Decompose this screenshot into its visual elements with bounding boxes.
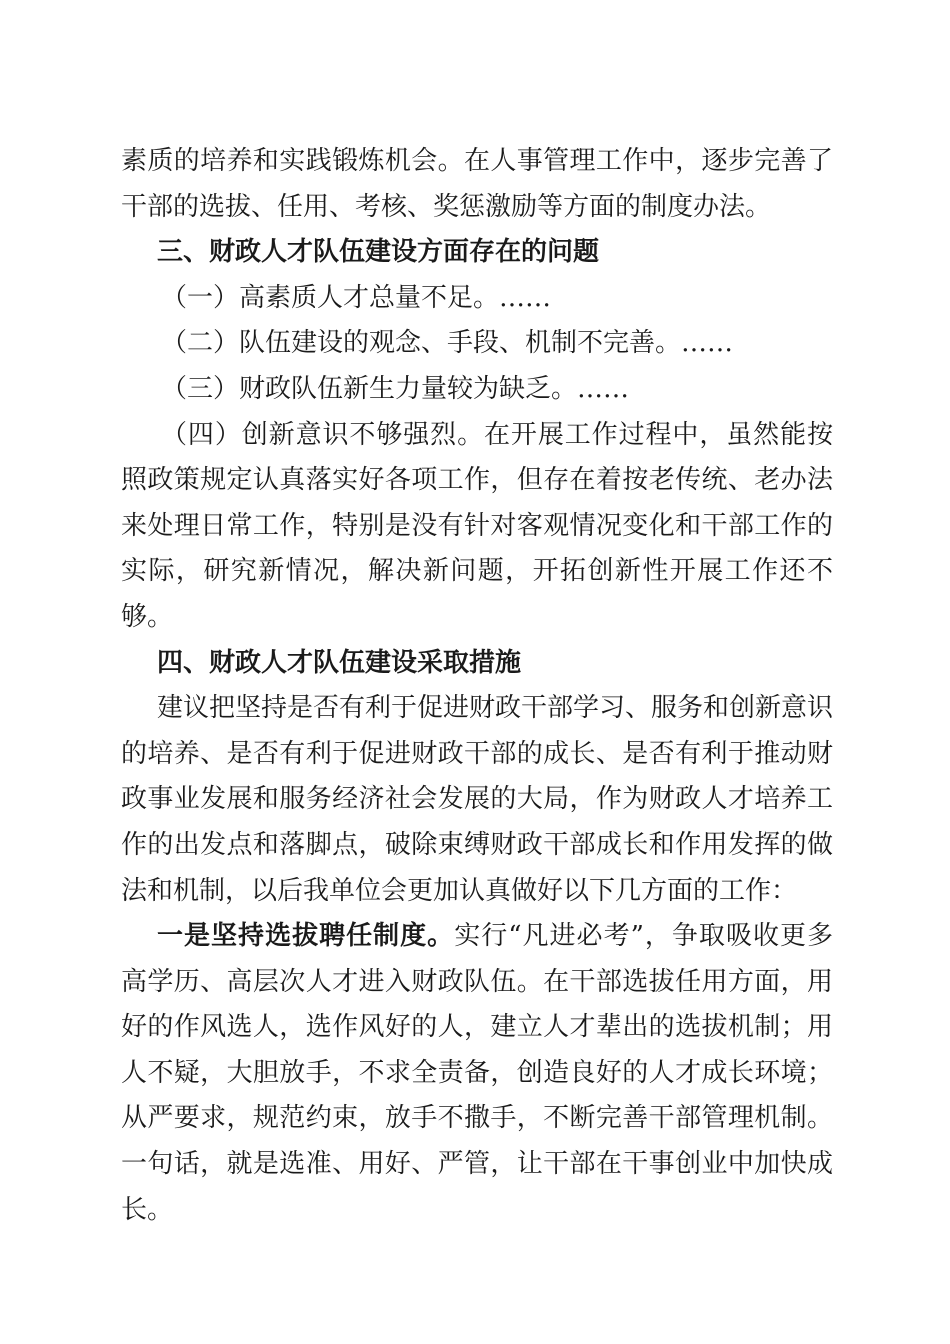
measure-1-body: 实行“凡进必考”，争取吸收更多高学历、高层次人才进入财政队伍。在干部选拔任用方面，用好的作风选人，选作风好的人，建立人才辈出的选拔机制；用人不疑，大胆放手，不求全责备，创造良好的人才成长环境；从严要求，规范约束，放手不撒手，不断完善干部管理机制。一句话，就是选准、用好、严管，让干部在干事创业中加快成长。: [121, 921, 833, 1225]
subsection-3: （三）财政队伍新生力量较为缺乏。……: [161, 373, 630, 404]
subsection-4: （四）创新意识不够强烈。在开展工作过程中，虽然能按照政策规定认真落实好各项工作，但存在着按老传统、老办法来处理日常工作，特别是没有针对客观情况变化和干部工作的实际，研究新情况，解决新问题，开拓创新性开展工作还不够。: [121, 419, 833, 632]
section-heading-4: 四、财政人才队伍建设采取措施: [157, 647, 522, 678]
paragraph-measures: 建议把坚持是否有利于促进财政干部学习、服务和创新意识的培养、是否有利于促进财政干部的成长、是否有利于推动财政事业发展和服务经济社会发展的大局，作为财政人才培养工作的出发点和落脚点，破除束缚财政干部成长和作用发挥的做法和机制，以后我单位会更加认真做好以下几方面的工作：: [121, 693, 834, 906]
document-page: [121, 139, 833, 1233]
paragraph-intro: 素质的培养和实践锻炼机会。在人事管理工作中，逐步完善了干部的选拔、任用、考核、奖惩激励等方面的制度办法。: [121, 146, 833, 222]
subsection-1: （一）高素质人才总量不足。……: [161, 282, 552, 313]
subsection-2: （二）队伍建设的观念、手段、机制不完善。……: [161, 328, 734, 359]
paragraph-measure-1: [121, 914, 833, 1233]
measure-1-lead: 一是坚持选拔聘任制度。: [157, 921, 455, 952]
section-heading-3: 三、财政人才队伍建设方面存在的问题: [157, 237, 600, 268]
